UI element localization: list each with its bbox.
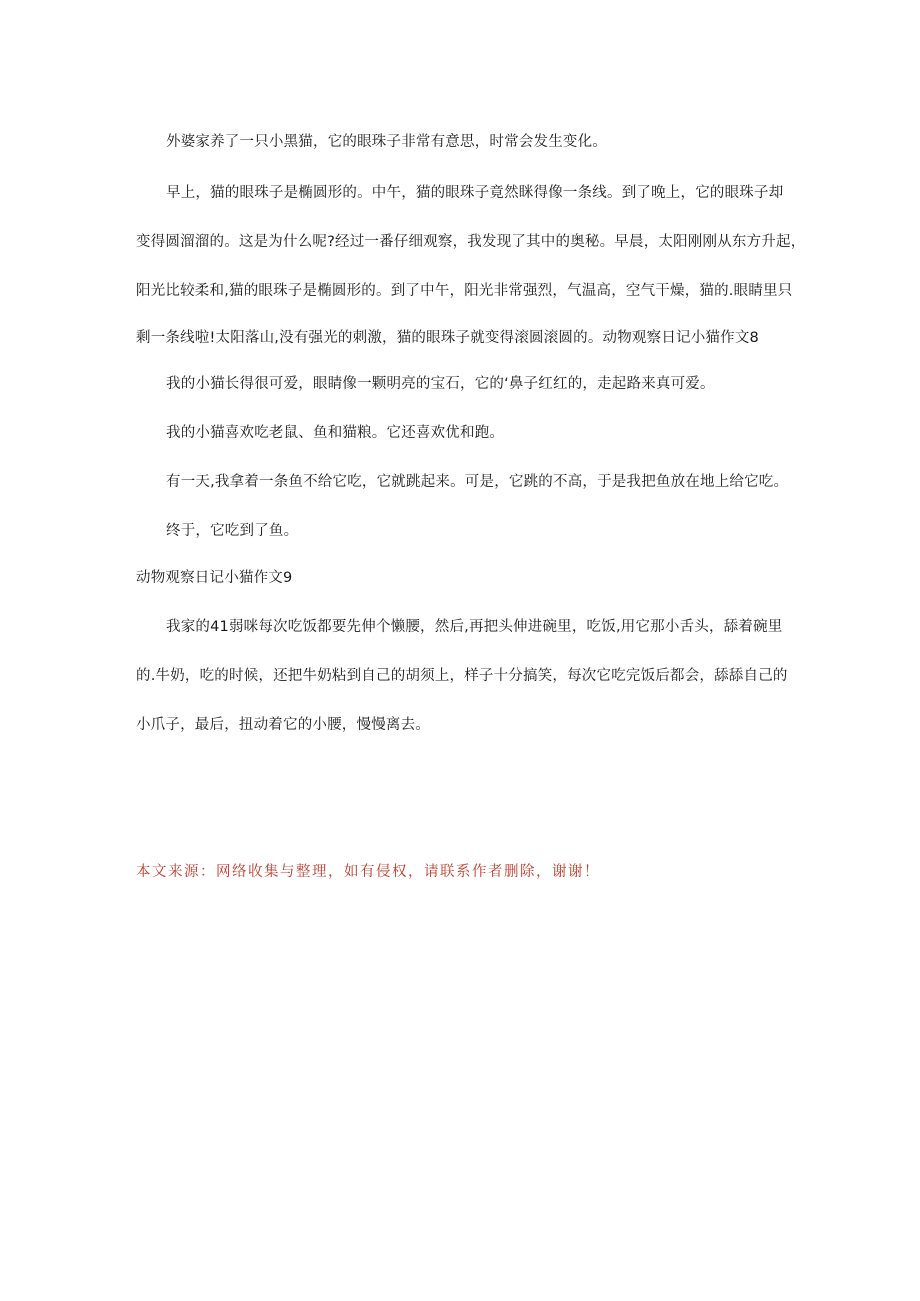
paragraph-6-line-1: 终于，它吃到了鱼。 bbox=[166, 523, 299, 539]
paragraph-4-line-1: 我的小猫喜欢吃老鼠、鱼和猫粮。它还喜欢优和跑。 bbox=[166, 425, 505, 441]
paragraph-2-line-2: 变得圆溜溜的。这是为什么呢?经过一番仔细观察，我发现了其中的奥秘。早晨，太阳刚刚从东方升起， bbox=[136, 234, 806, 250]
source-note: 本文来源：网络收集与整理，如有侵权，请联系作者删除，谢谢！ bbox=[136, 864, 600, 880]
paragraph-3-line-1: 我的小猫长得很可爱，眼睛像一颗明亮的宝石，它的‘鼻子红红的，走起路来真可爱。 bbox=[166, 376, 715, 392]
section-heading: 动物观察日记小猫作文9 bbox=[136, 570, 293, 586]
paragraph-7-line-2: 的.牛奶，吃的时候，还把牛奶粘到自己的胡须上，样子十分搞笑，每次它吃完饭后都会，舔舔自己的 bbox=[136, 668, 788, 684]
paragraph-5-line-1: 有一天,我拿着一条鱼不给它吃，它就跳起来。可是，它跳的不高，于是我把鱼放在地上给它吃。 bbox=[166, 474, 789, 490]
paragraph-1-line-1: 外婆家养了一只小黑猫，它的眼珠子非常有意思，时常会发生变化。 bbox=[166, 134, 607, 150]
paragraph-7-line-1: 我家的41弱咪每次吃饭都要先伸个懒腰，然后,再把头伸进碗里，吃饭,用它那小舌头，舔着碗里 bbox=[166, 619, 783, 635]
paragraph-2-line-3: 阳光比较柔和,猫的眼珠子是椭圆形的。到了中午，阳光非常强烈，气温高，空气干燥，猫的.眼睛里只 bbox=[136, 283, 793, 299]
paragraph-7-line-3: 小爪子，最后，扭动着它的小腰，慢慢离去。 bbox=[136, 717, 430, 733]
paragraph-2-line-1: 早上，猫的眼珠子是椭圆形的。中午，猫的眼珠子竟然眯得像一条线。到了晚上，它的眼珠子却 bbox=[166, 185, 784, 201]
paragraph-2-line-4: 剩一条线啦!太阳落山,没有强光的刺激，猫的眼珠子就变得滚圆滚圆的。动物观察日记小猫作文8 bbox=[136, 330, 759, 346]
